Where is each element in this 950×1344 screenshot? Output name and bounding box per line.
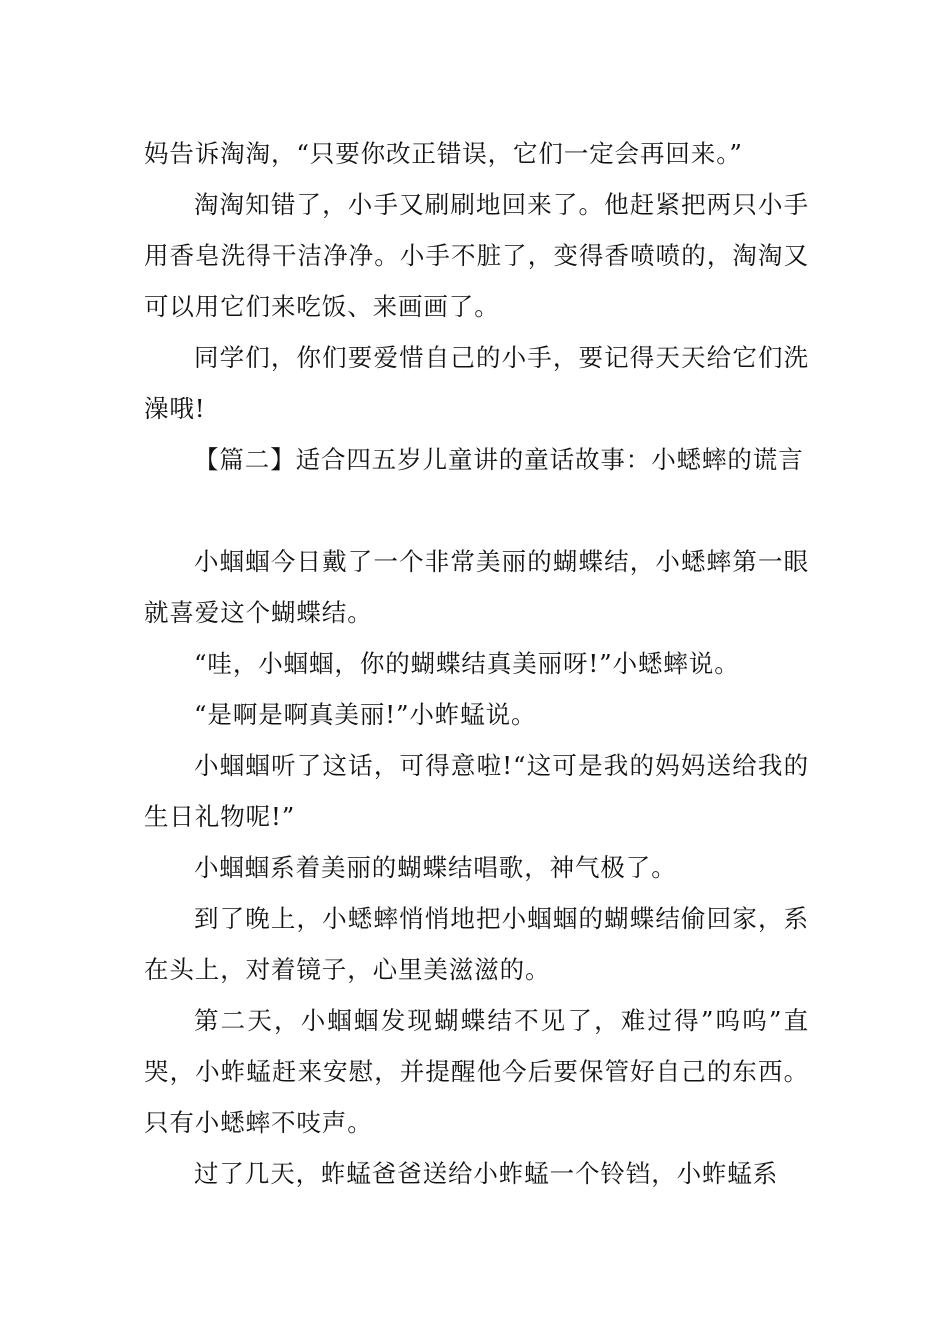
paragraph: 小蝈蝈听了这话，可得意啦!“这可是我的妈妈送给我的生日礼物呢!”	[144, 751, 809, 831]
paragraph: 到了晚上，小蟋蟀悄悄地把小蝈蝈的蝴蝶结偷回家，系在头上，对着镜子，心里美滋滋的。	[144, 904, 809, 984]
paragraph: 第二天，小蝈蝈发现蝴蝶结不见了，难过得”呜呜”直哭，小蚱蜢赶来安慰，并提醒他今后要保管好自己的东西。只有小蟋蟀不吱声。	[144, 1006, 809, 1137]
document-body	[144, 128, 809, 1199]
paragraph: “是啊是啊真美丽!”小蚱蜢说。	[194, 700, 537, 729]
blank-line	[144, 485, 809, 536]
paragraph: 小蝈蝈系着美丽的蝴蝶结唱歌，神气极了。	[194, 853, 677, 882]
paragraph: 妈告诉淘淘，“只要你改正错误，它们一定会再回来。”	[144, 139, 743, 168]
paragraph: 过了几天，蚱蜢爸爸送给小蚱蜢一个铃铛，小蚱蜢系	[194, 1159, 779, 1188]
section-heading: 【篇二】适合四五岁儿童讲的童话故事：小蟋蟀的谎言	[194, 445, 804, 474]
paragraph: 同学们，你们要爱惜自己的小手，要记得天天给它们洗澡哦!	[144, 343, 809, 423]
paragraph: 淘淘知错了，小手又刷刷地回来了。他赶紧把两只小手用香皂洗得干洁净净。小手不脏了，变得香喷喷的，淘淘又可以用它们来吃饭、来画画了。	[144, 190, 809, 321]
paragraph: “哇，小蝈蝈，你的蝴蝶结真美丽呀!”小蟋蟀说。	[194, 649, 740, 678]
paragraph: 小蝈蝈今日戴了一个非常美丽的蝴蝶结，小蟋蟀第一眼就喜爱这个蝴蝶结。	[144, 547, 809, 627]
